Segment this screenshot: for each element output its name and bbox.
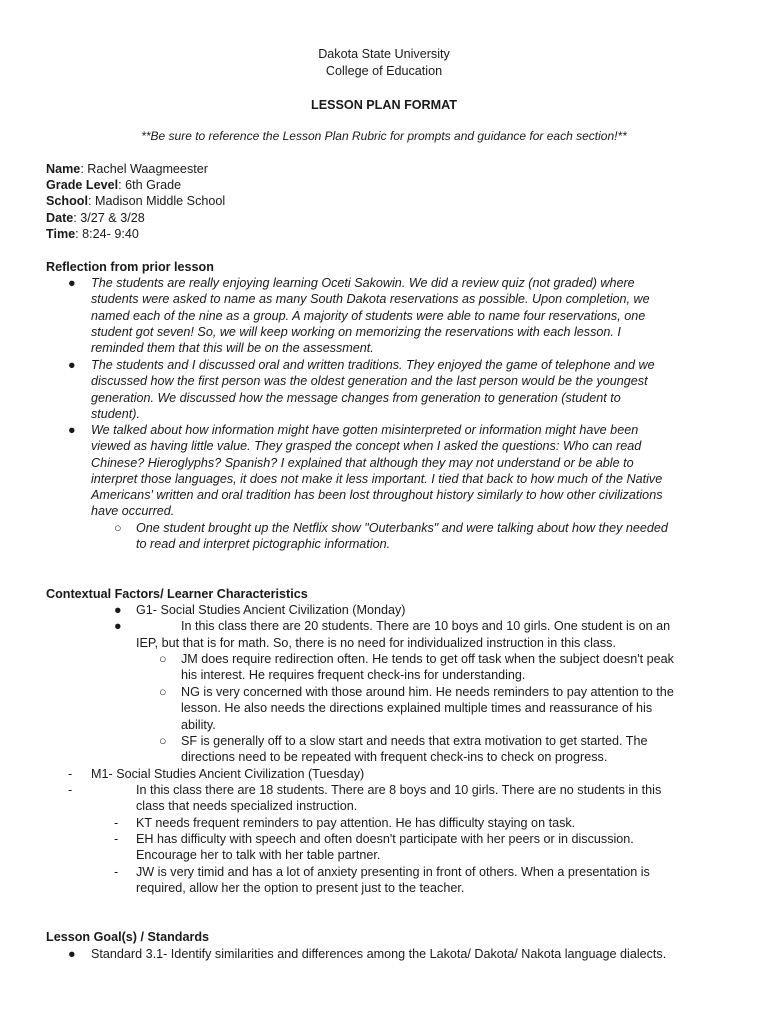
time-label: Time	[46, 227, 76, 241]
text-line: We talked about how information might have gotten misinterpreted or information might have been	[91, 423, 639, 437]
text-line: One student brought up the Netflix show "Outerbanks" and were talking about how they needed	[136, 521, 668, 535]
circle-bullet-icon: ○	[159, 734, 167, 748]
school-value: : Madison Middle School	[87, 194, 226, 208]
m1-description	[136, 782, 661, 815]
time-line	[46, 226, 139, 242]
dash-bullet: -	[68, 767, 73, 781]
text-line: interpret those languages, it does not make it less important. I tied that back to how much of the Native	[91, 471, 663, 486]
text-line: required, allow her the option to present just to the teacher.	[136, 881, 465, 896]
text-line: viewed as having little value. They grasped the concept when I asked the questions: Who can read	[91, 439, 642, 454]
g1-description-line2: IEP, but that is for math. So, there is no need for individualized instruction in this class.	[136, 636, 616, 650]
name-value: : Rachel Waagmeester	[80, 162, 208, 176]
text-line: Encourage her to talk with her table partner.	[136, 848, 381, 863]
grade-line	[46, 177, 181, 193]
text-line: generation. We discussed how the message changes from generation to generation (student to	[91, 390, 621, 405]
bullet-icon: ●	[114, 619, 122, 633]
text-line: JM does require redirection often. He tends to get off task when the subject doesn't peak	[181, 652, 674, 666]
reflection-item-1	[91, 275, 650, 356]
reflection-sub-item	[136, 520, 668, 553]
text-line: student got seven! So, we will keep working on memorizing the reservations with each lesson. I	[91, 324, 621, 339]
text-line: his interest. He requires frequent check-ins for understanding.	[181, 668, 526, 683]
reflection-item-3	[91, 422, 663, 520]
goals-heading: Lesson Goal(s) / Standards	[46, 930, 210, 944]
date-line	[46, 210, 145, 226]
name-line	[46, 161, 208, 177]
text-line: The students are really enjoying learning Oceti Sakowin. We did a review quiz (not graded) where	[91, 276, 635, 290]
circle-bullet-icon: ○	[159, 685, 167, 699]
university-name: Dakota State University	[318, 47, 450, 61]
text-line: reminded them that this will be on the assessment.	[91, 341, 374, 356]
text-line: JW is very timid and has a lot of anxiety presenting in front of others. When a presentation is	[136, 865, 650, 879]
dash-bullet: -	[68, 783, 73, 797]
bullet-icon: ●	[68, 947, 76, 961]
text-line: The students and I discussed oral and written traditions. They enjoyed the game of telephone and we	[91, 358, 655, 372]
reflection-heading: Reflection from prior lesson	[46, 260, 214, 274]
text-line: Chinese? Hieroglyphs? Spanish? I explained that although they may not understand or be able to	[91, 455, 634, 470]
bullet-icon: ●	[114, 603, 122, 617]
g1-class: G1- Social Studies Ancient Civilization (Monday)	[136, 603, 406, 617]
dash-bullet: -	[114, 832, 119, 846]
g1-description-line1: In this class there are 20 students. There are 10 boys and 10 girls. One student is on an	[181, 619, 671, 633]
student-jm	[181, 651, 674, 684]
text-line: ability.	[181, 717, 216, 732]
text-line: NG is very concerned with those around him. He needs reminders to pay attention to the	[181, 685, 674, 699]
text-line: EH has difficulty with speech and often doesn't participate with her peers or in discussion.	[136, 832, 634, 846]
text-line: directions need to be repeated with frequent check-ins to check on progress.	[181, 750, 608, 765]
m1-class: M1- Social Studies Ancient Civilization (Tuesday)	[91, 767, 365, 781]
student-sf	[181, 733, 647, 766]
rubric-note: **Be sure to reference the Lesson Plan Rubric for prompts and guidance for each section!**	[141, 129, 627, 143]
circle-bullet-icon: ○	[159, 652, 167, 666]
text-line: In this class there are 18 students. There are 8 boys and 10 girls. There are no students in this	[136, 783, 662, 797]
student-eh	[136, 831, 634, 864]
text-line: lesson. He also needs the directions explained multiple times and reassurance of his	[181, 701, 653, 716]
date-value: : 3/27 & 3/28	[73, 211, 145, 225]
grade-value: : 6th Grade	[118, 178, 182, 192]
student-ng	[181, 684, 674, 733]
text-line: discussed how the first person was the oldest generation and the last person would be the youngest	[91, 374, 648, 389]
contextual-heading: Contextual Factors/ Learner Characteristics	[46, 587, 308, 601]
standard-3-1: Standard 3.1- Identify similarities and differences among the Lakota/ Dakota/ Nakota language dialects.	[91, 947, 667, 961]
school-label: School	[46, 194, 88, 208]
text-line: to read and interpret pictographic information.	[136, 537, 391, 552]
text-line: named each of the nine as a group. A majority of students were able to name four reservations, one	[91, 308, 646, 323]
date-label: Date	[46, 211, 74, 225]
name-label: Name	[46, 162, 81, 176]
reflection-item-2	[91, 357, 655, 422]
bullet-icon: ●	[68, 276, 76, 290]
text-line: have occurred.	[91, 504, 175, 519]
text-line: Americans' written and oral tradition has been lost throughout history similarly to how other civilizations	[91, 488, 663, 503]
time-value: : 8:24- 9:40	[75, 227, 139, 241]
grade-label: Grade Level	[46, 178, 119, 192]
document-title: LESSON PLAN FORMAT	[311, 98, 457, 112]
text-line: class that needs specialized instruction.	[136, 799, 358, 814]
bullet-icon: ●	[68, 358, 76, 372]
text-line: SF is generally off to a slow start and needs that extra motivation to get started. The	[181, 734, 648, 748]
dash-bullet: -	[114, 865, 119, 879]
circle-bullet-icon: ○	[114, 521, 122, 535]
student-jw	[136, 864, 650, 897]
text-line: students were asked to name as many South Dakota reservations as possible. Upon completion, we	[91, 292, 650, 307]
text-line: student).	[91, 406, 141, 421]
school-line	[46, 193, 225, 209]
college-name: College of Education	[325, 64, 443, 78]
student-kt: KT needs frequent reminders to pay attention. He has difficulty staying on task.	[136, 816, 576, 830]
dash-bullet: -	[114, 816, 119, 830]
bullet-icon: ●	[68, 423, 76, 437]
